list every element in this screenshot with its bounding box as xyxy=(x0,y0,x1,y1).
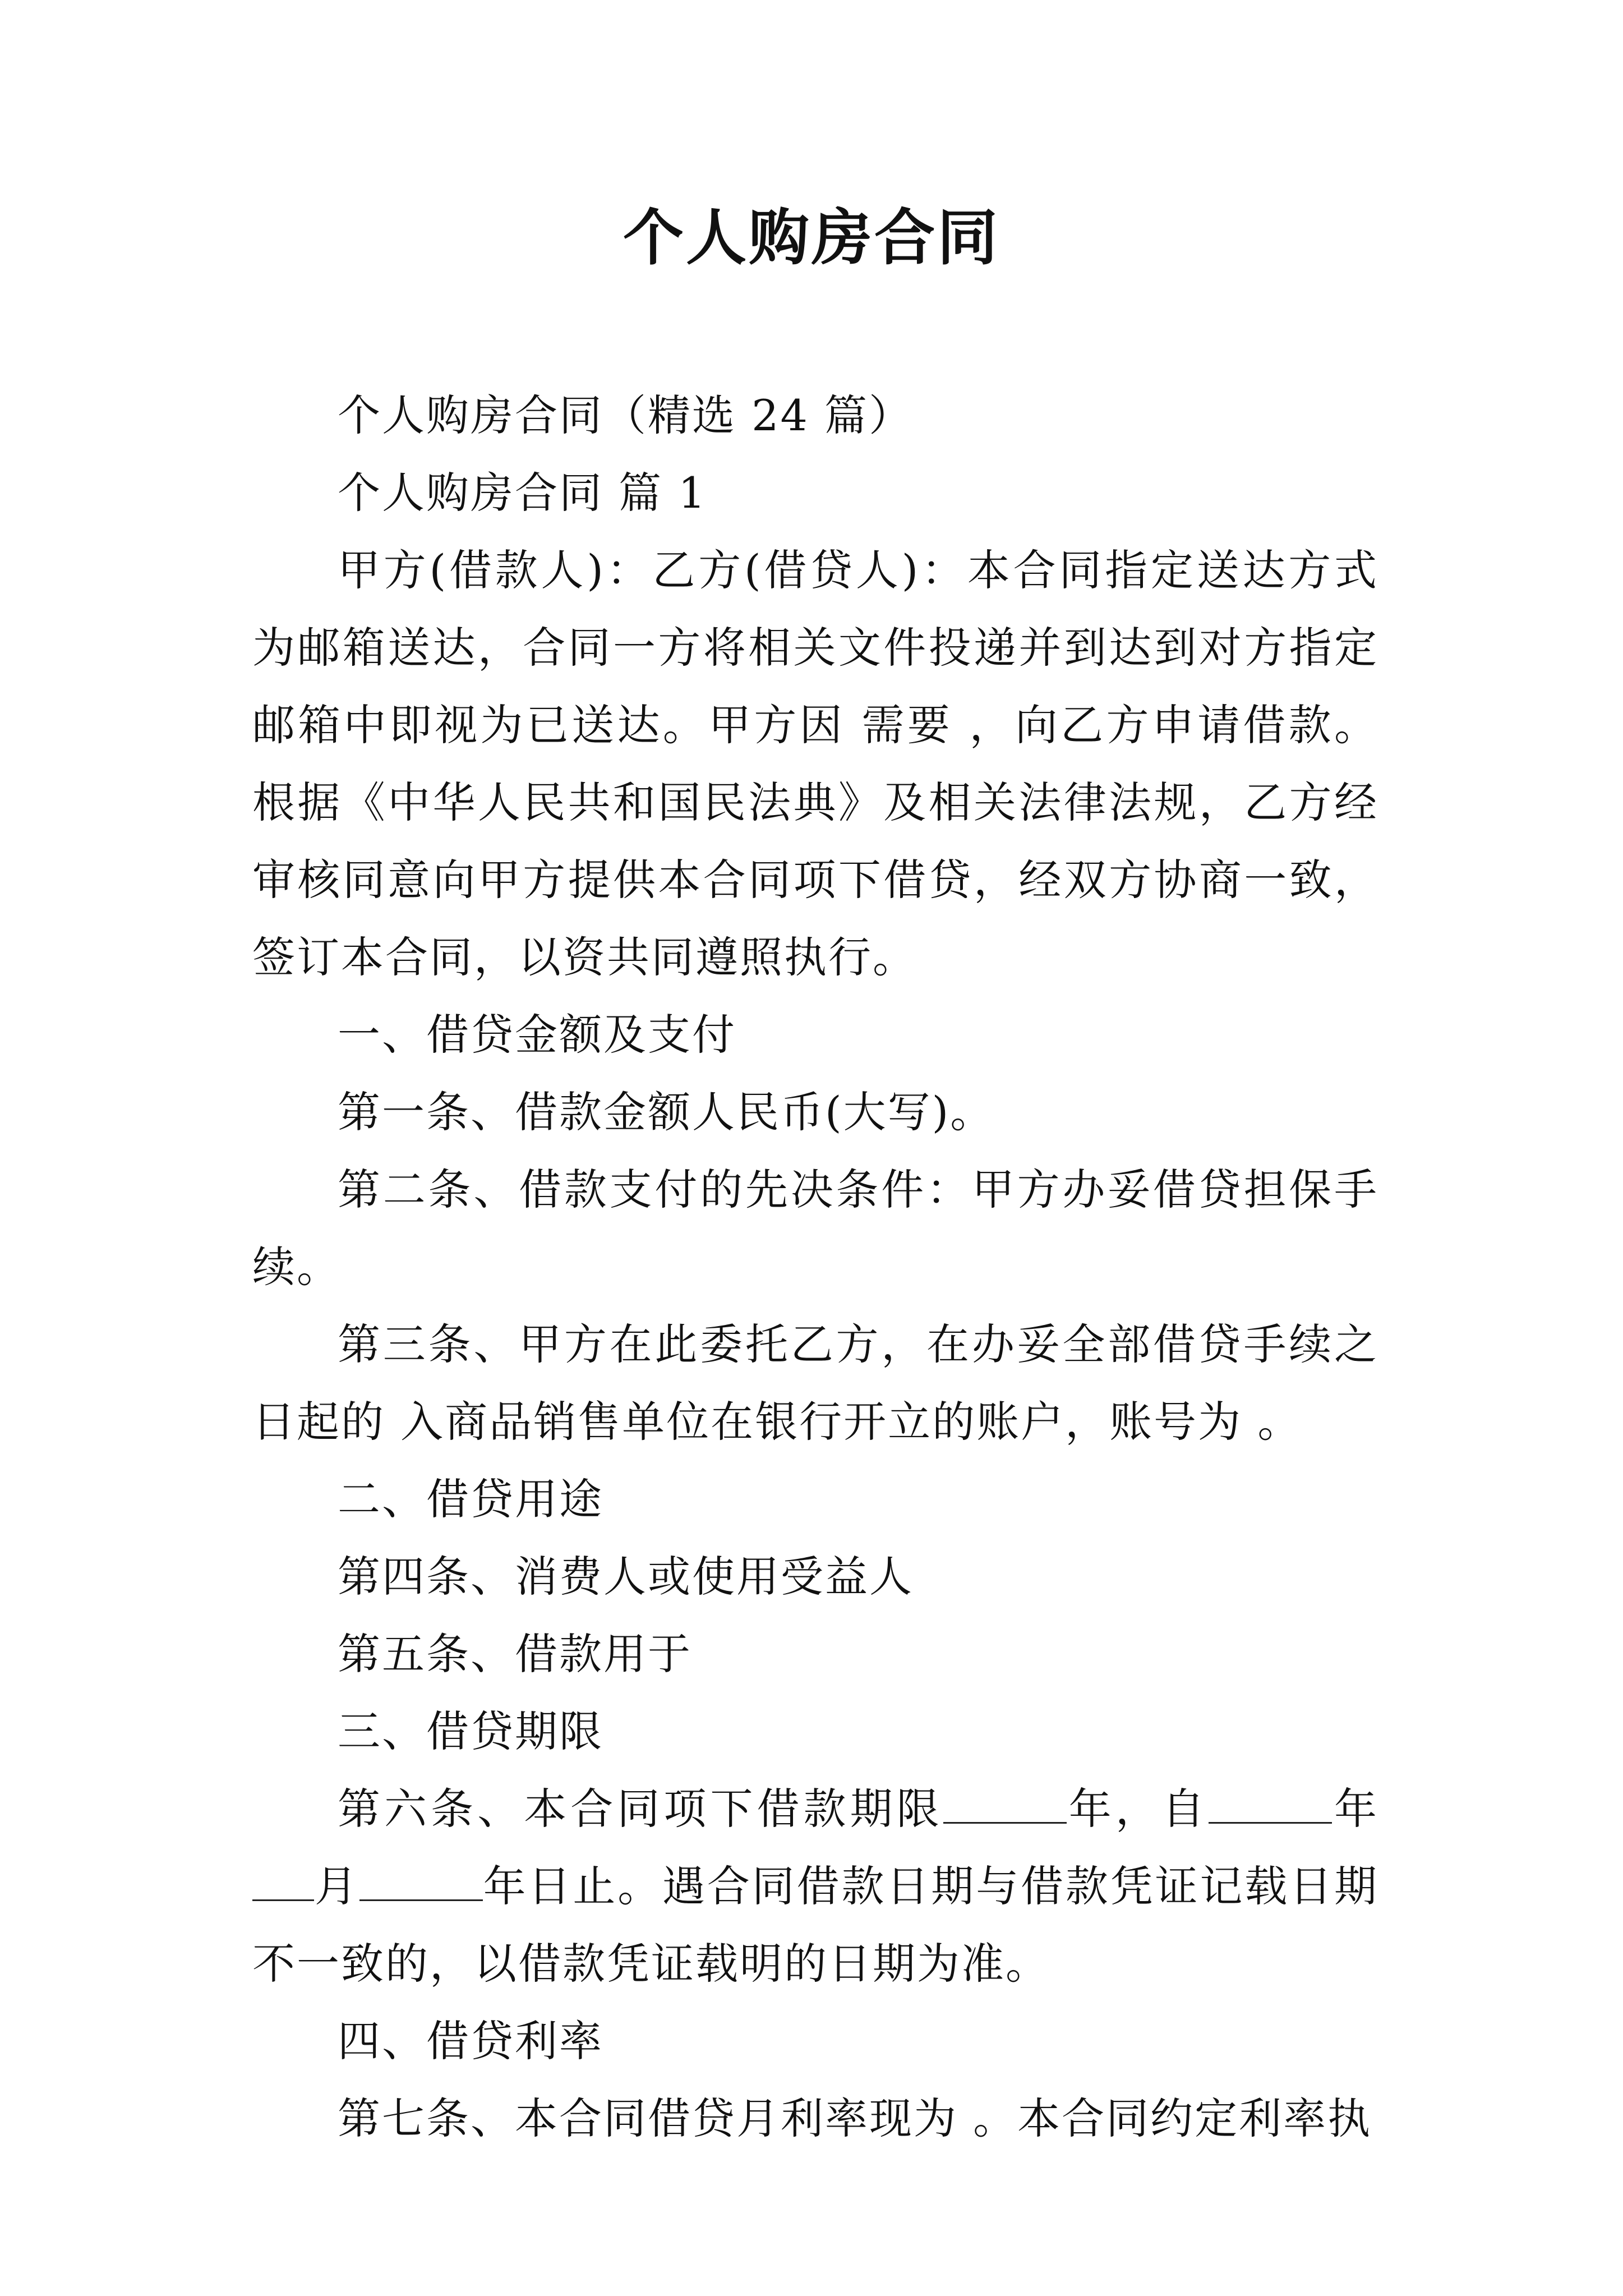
blank-line xyxy=(1209,1786,1332,1824)
blank-line xyxy=(252,1863,314,1901)
document-title: 个人购房合同 xyxy=(623,203,1000,273)
paragraph-heading-purpose: 二、借贷用途 xyxy=(338,1474,603,1524)
paragraph-heading-amount: 一、借贷金额及支付 xyxy=(338,1010,736,1060)
article-6-part-5: 年日止。遇合同借款日期与借款凭证记载日期不一致的，以借款凭证载明的日期为准。 xyxy=(252,1861,1379,1989)
blank-line xyxy=(943,1786,1067,1824)
paragraph-preamble: 甲方(借款人)：乙方(借贷人)：本合同指定送达方式为邮箱送达，合同一方将相关文件投递并到达到对方指定邮箱中即视为已送达。甲方因 需要 ，向乙方申请借款。根据《中华人民共和国民法典》及相关法律法规，乙方经审核同意向甲方提供本合同项下借贷，经双方协商一致，签订本合同，以资共同遵照执行。 xyxy=(252,545,1378,982)
paragraph-section-heading: 个人购房合同 篇 1 xyxy=(338,468,707,518)
article-6-part-4: 月 xyxy=(314,1861,359,1911)
paragraph-article-4: 第四条、消费人或使用受益人 xyxy=(338,1552,914,1602)
paragraph-article-2: 第二条、借款支付的先决条件：甲方办妥借贷担保手续。 xyxy=(252,1165,1378,1292)
paragraph-article-3: 第三条、甲方在此委托乙方，在办妥全部借贷手续之日起的 入商品销售单位在银行开立的账户，账号为 。 xyxy=(252,1319,1378,1447)
paragraph-heading-rate: 四、借贷利率 xyxy=(338,2016,603,2066)
blank-line xyxy=(359,1863,483,1901)
paragraph-article-6 xyxy=(252,1770,1378,2003)
paragraph-article-1: 第一条、借款金额人民币(大写)。 xyxy=(338,1087,995,1137)
paragraph-article-7: 第七条、本合同借贷月利率现为 。本合同约定利率执 xyxy=(338,2093,1372,2143)
article-6-part-3: 年 xyxy=(1331,1784,1379,1834)
article-6-part-1: 第六条、本合同项下借款期限 xyxy=(338,1784,943,1834)
paragraph-heading-term: 三、借贷期限 xyxy=(338,1706,603,1756)
paragraph-subtitle: 个人购房合同（精选 24 篇） xyxy=(338,390,914,440)
article-6-part-2: 年，自 xyxy=(1066,1784,1209,1834)
document-body xyxy=(252,377,1378,2157)
paragraph-article-5: 第五条、借款用于 xyxy=(338,1629,692,1679)
